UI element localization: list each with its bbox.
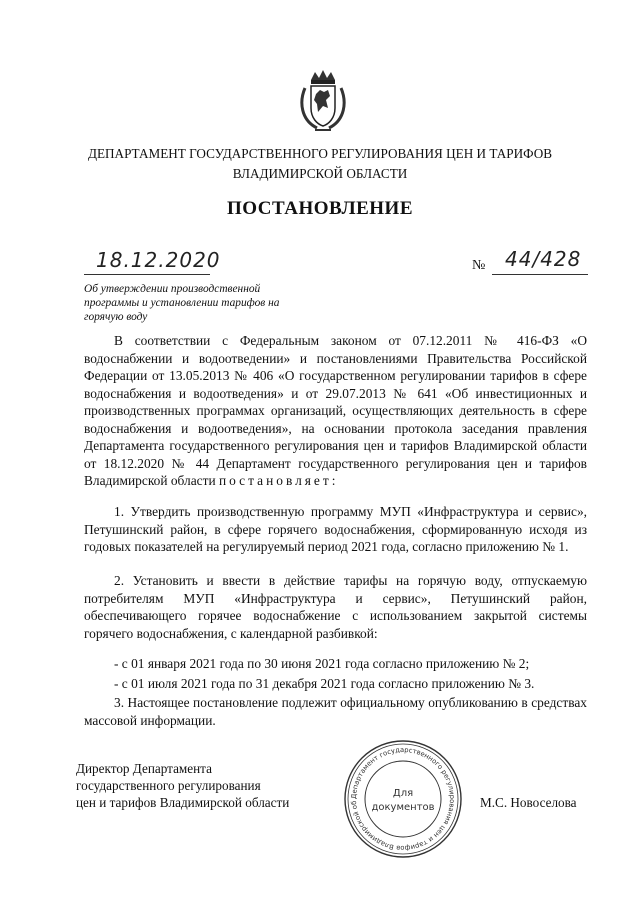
resolves-text: постановляет:	[218, 473, 339, 488]
date-underline	[84, 274, 210, 275]
period-2-line: - с 01 июля 2021 года по 31 декабря 2021 года согласно приложению № 3.	[114, 676, 535, 691]
signatory-name: М.С. Новоселова	[480, 795, 577, 810]
preamble-text: В соответствии с Федеральным законом от 07.12.2011 № 416-ФЗ «О водоснабжении и водоотведении» и постановлениями Правительства Российской Федерации от 13.05.2013 № 406 «О государственном регулировании тарифов в сфере водоснабжения и водоотведения» и от 29.07.2013 № 641 «Об инвестиционных и производственных программах организаций, осуществляющих деятельность в сфере водоснабжения и водоотведения», на основании протокола заседания правления Департамента государственного регулирования цен и тарифов Владимирской области от 18.12.2020 № 44 Департамент государственного регулирования цен и тарифов Владимирской области	[84, 333, 587, 488]
document-number: 44/428	[505, 247, 582, 271]
document-subject: Об утверждении производственной программы и установлении тарифов на горячую воду	[84, 283, 280, 323]
position-line2: государственного регулирования	[76, 778, 261, 793]
number-underline	[492, 274, 588, 275]
coat-of-arms-emblem	[299, 68, 347, 134]
document-date: 18.12.2020	[96, 248, 221, 272]
number-sign: №	[472, 258, 486, 273]
stamp-center-line1: Для	[392, 788, 414, 799]
item-3-paragraph: 3. Настоящее постановление подлежит официальному опубликованию в средствах массовой информации.	[84, 695, 587, 728]
stamp-ring-text: Департамент государственного регулирования цен и тарифов Владимирской об	[349, 745, 457, 853]
position-line1: Директор Департамента	[76, 761, 212, 776]
official-stamp	[342, 738, 464, 860]
stamp-center-line2: документов	[371, 802, 435, 813]
department-name-line2: ВЛАДИМИРСКОЙ ОБЛАСТИ	[232, 166, 408, 181]
period-1-line: - с 01 января 2021 года по 30 июня 2021 года согласно приложению № 2;	[114, 656, 530, 671]
item-1-paragraph: 1. Утвердить производственную программу МУП «Инфраструктура и сервис», Петушинский район, в сфере горячего водоснабжения, сформированную исходя из годовых показателей на регулируемый период 2021 года, согласно приложению № 1.	[84, 504, 587, 554]
department-name-line1: ДЕПАРТАМЕНТ ГОСУДАРСТВЕННОГО РЕГУЛИРОВАНИЯ ЦЕН И ТАРИФОВ	[87, 146, 553, 161]
preamble-paragraph	[84, 332, 587, 490]
position-line3: цен и тарифов Владимирской области	[76, 795, 290, 810]
signatory-position	[76, 760, 336, 811]
item-2-paragraph: 2. Установить и ввести в действие тарифы на горячую воду, отпускаемую потребителям МУП «Инфраструктура и сервис», Петушинский район, обеспечивающего горячее водоснабжение с использованием закрытой системы горячего водоснабжения, с календарной разбивкой:	[84, 573, 587, 641]
document-title: ПОСТАНОВЛЕНИЕ	[226, 198, 414, 219]
